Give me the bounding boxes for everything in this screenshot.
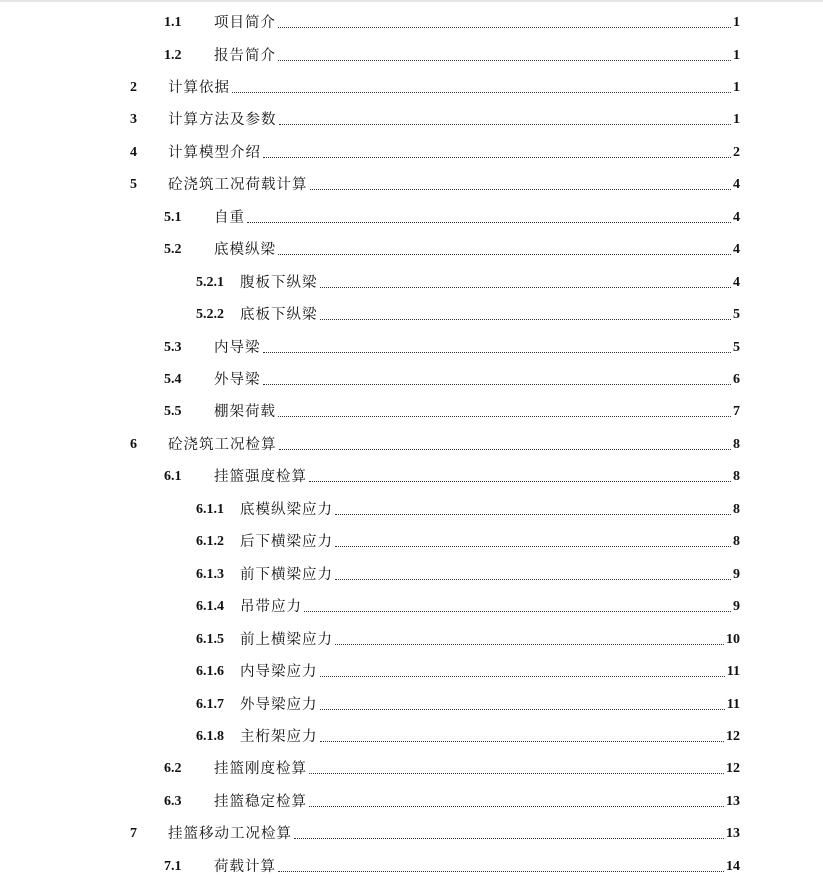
toc-entry-title: 挂篮强度检算 [214, 469, 307, 486]
toc-dot-leader [320, 676, 725, 677]
toc-entry[interactable] [196, 627, 740, 649]
toc-entry-page-number: 8 [733, 534, 740, 550]
toc-entry[interactable] [196, 724, 740, 746]
toc-entry-number: 6.1.5 [196, 631, 224, 647]
toc-entry[interactable] [196, 270, 740, 292]
toc-entry-title: 砼浇筑工况检算 [168, 436, 277, 453]
toc-dot-leader [335, 644, 724, 645]
toc-entry-title: 外导梁应力 [240, 696, 318, 713]
toc-dot-leader [320, 741, 725, 742]
toc-entry-number: 5.5 [164, 404, 182, 420]
toc-dot-leader [304, 611, 731, 612]
toc-entry-number: 6.1.2 [196, 534, 224, 550]
toc-entry-title: 砼浇筑工况荷载计算 [168, 177, 308, 194]
toc-entry-number: 2 [130, 79, 137, 95]
toc-entry-page-number: 10 [726, 631, 740, 647]
toc-entry-number: 6.1.6 [196, 664, 224, 679]
toc-entry-page-number: 8 [733, 469, 740, 485]
toc-entry-page-number: 14 [726, 858, 740, 874]
toc-entry[interactable] [164, 464, 740, 486]
toc-entry-number: 7.1 [164, 858, 182, 874]
toc-entry[interactable] [130, 75, 740, 97]
toc-entry[interactable] [196, 594, 740, 616]
toc-entry-number: 5.1 [164, 209, 182, 225]
toc-entry-number: 1.2 [164, 47, 182, 63]
toc-entry-title: 内导梁 [214, 339, 261, 356]
toc-entry-title: 计算方法及参数 [168, 112, 277, 129]
toc-entry[interactable] [196, 692, 740, 714]
toc-entry-page-number: 4 [733, 242, 740, 258]
toc-entry-number: 5 [130, 177, 137, 193]
toc-dot-leader [309, 481, 731, 482]
toc-entry-page-number: 11 [726, 696, 740, 712]
toc-entry-title: 棚架荷载 [214, 404, 276, 421]
toc-entry-page-number: 9 [733, 566, 740, 582]
toc-entry-title: 底板下纵梁 [240, 307, 318, 324]
toc-entry-title: 自重 [214, 209, 245, 226]
toc-entry[interactable] [196, 302, 740, 324]
toc-entry-number: 5.3 [164, 339, 182, 355]
toc-entry-number: 6.3 [164, 793, 182, 809]
toc-entry-number: 3 [130, 112, 137, 128]
toc-entry[interactable] [130, 432, 740, 454]
toc-entry-number: 5.2.1 [196, 274, 224, 290]
toc-entry-title: 后下横梁应力 [240, 534, 333, 551]
toc-entry-page-number: 12 [726, 761, 740, 777]
toc-dot-leader [278, 60, 731, 61]
toc-entry[interactable] [130, 172, 740, 194]
toc-entry-page-number: 1 [733, 79, 740, 95]
toc-entry-page-number: 1 [733, 47, 740, 63]
toc-entry-page-number: 7 [733, 404, 740, 420]
toc-entry[interactable] [130, 140, 740, 162]
toc-dot-leader [232, 92, 731, 93]
toc-entry-page-number: 1 [733, 15, 740, 30]
toc-entry-number: 1.1 [164, 15, 182, 30]
toc-entry-page-number: 9 [733, 599, 740, 615]
toc-entry[interactable] [164, 756, 740, 778]
toc-entry-page-number: 4 [733, 209, 740, 225]
toc-entry[interactable] [196, 497, 740, 519]
toc-entry[interactable] [164, 789, 740, 811]
toc-dot-leader [263, 352, 732, 353]
toc-entry-title: 挂篮刚度检算 [214, 761, 307, 778]
toc-dot-leader [335, 546, 731, 547]
toc-dot-leader [278, 871, 724, 872]
toc-entry-number: 6.1.8 [196, 728, 224, 744]
toc-entry-number: 6.1.4 [196, 599, 224, 615]
toc-entry-title: 前上横梁应力 [240, 631, 333, 648]
toc-dot-leader [320, 287, 732, 288]
toc-entry-page-number: 8 [733, 501, 740, 517]
toc-entry-page-number: 12 [726, 728, 740, 744]
toc-entry-title: 底模纵梁 [214, 242, 276, 259]
toc-entry-title: 底模纵梁应力 [240, 501, 333, 518]
toc-entry-number: 6.1 [164, 469, 182, 485]
toc-entry-title: 前下横梁应力 [240, 566, 333, 583]
toc-entry-number: 6.1.3 [196, 566, 224, 582]
toc-dot-leader [263, 157, 731, 158]
toc-entry[interactable] [164, 854, 740, 876]
toc-dot-leader [320, 709, 725, 710]
toc-entry-title: 腹板下纵梁 [240, 274, 318, 291]
toc-dot-leader [294, 838, 724, 839]
toc-entry-number: 5.2.2 [196, 307, 224, 323]
toc-entry-page-number: 6 [733, 372, 740, 387]
toc-entry[interactable] [164, 237, 740, 259]
toc-entry-number: 6.1.7 [196, 696, 224, 712]
toc-dot-leader [278, 254, 731, 255]
toc-entry-page-number: 4 [733, 274, 740, 290]
toc-entry[interactable] [164, 205, 740, 227]
toc-entry-title: 吊带应力 [240, 599, 302, 616]
toc-dot-leader [310, 189, 732, 190]
toc-entry-page-number: 4 [733, 177, 740, 193]
toc-entry[interactable] [196, 529, 740, 551]
toc-entry-number: 5.4 [164, 372, 182, 387]
toc-entry[interactable] [130, 821, 740, 843]
toc-entry[interactable] [196, 659, 740, 681]
toc-entry-title: 计算依据 [168, 79, 230, 96]
toc-entry[interactable] [164, 399, 740, 421]
toc-entry[interactable] [164, 10, 740, 32]
toc-entry-page-number: 1 [733, 112, 740, 128]
toc-dot-leader [309, 806, 724, 807]
toc-entry-number: 7 [130, 826, 137, 842]
toc-dot-leader [279, 124, 732, 125]
toc-entry-number: 6 [130, 436, 137, 452]
toc-entry-title: 内导梁应力 [240, 664, 318, 680]
toc-dot-leader [320, 319, 732, 320]
toc-entry-title: 主桁架应力 [240, 728, 318, 745]
toc-entry-title: 挂篮移动工况检算 [168, 826, 292, 843]
toc-entry[interactable] [196, 562, 740, 584]
toc-dot-leader [263, 384, 732, 385]
toc-entry[interactable] [130, 107, 740, 129]
toc-entry-title: 外导梁 [214, 372, 261, 388]
toc-dot-leader [278, 27, 731, 28]
toc-entry-page-number: 13 [726, 793, 740, 809]
toc-entry[interactable] [164, 335, 740, 357]
toc-entry[interactable] [164, 367, 740, 389]
toc-entry-number: 6.2 [164, 761, 182, 777]
toc-entry-page-number: 5 [733, 307, 740, 323]
toc-dot-leader [247, 222, 731, 223]
toc-entry-page-number: 13 [726, 826, 740, 842]
toc-entry-title: 计算模型介绍 [168, 144, 261, 161]
toc-entry-page-number: 2 [733, 144, 740, 160]
toc-entry-title: 挂篮稳定检算 [214, 793, 307, 810]
toc-entry-page-number: 5 [733, 339, 740, 355]
toc-dot-leader [278, 416, 731, 417]
toc-entry-number: 6.1.1 [196, 501, 224, 517]
toc-entry-number: 4 [130, 144, 137, 160]
toc-entry-title: 荷载计算 [214, 858, 276, 875]
toc-dot-leader [279, 449, 732, 450]
toc-dot-leader [335, 579, 731, 580]
toc-entry-title: 报告简介 [214, 47, 276, 64]
toc-entry-page-number: 8 [733, 436, 740, 452]
toc-entry[interactable] [164, 43, 740, 65]
toc-dot-leader [335, 514, 731, 515]
toc-entry-number: 5.2 [164, 242, 182, 258]
toc-entry-page-number: 11 [726, 664, 740, 679]
toc-entry-title: 项目简介 [214, 15, 276, 31]
toc-dot-leader [309, 773, 724, 774]
